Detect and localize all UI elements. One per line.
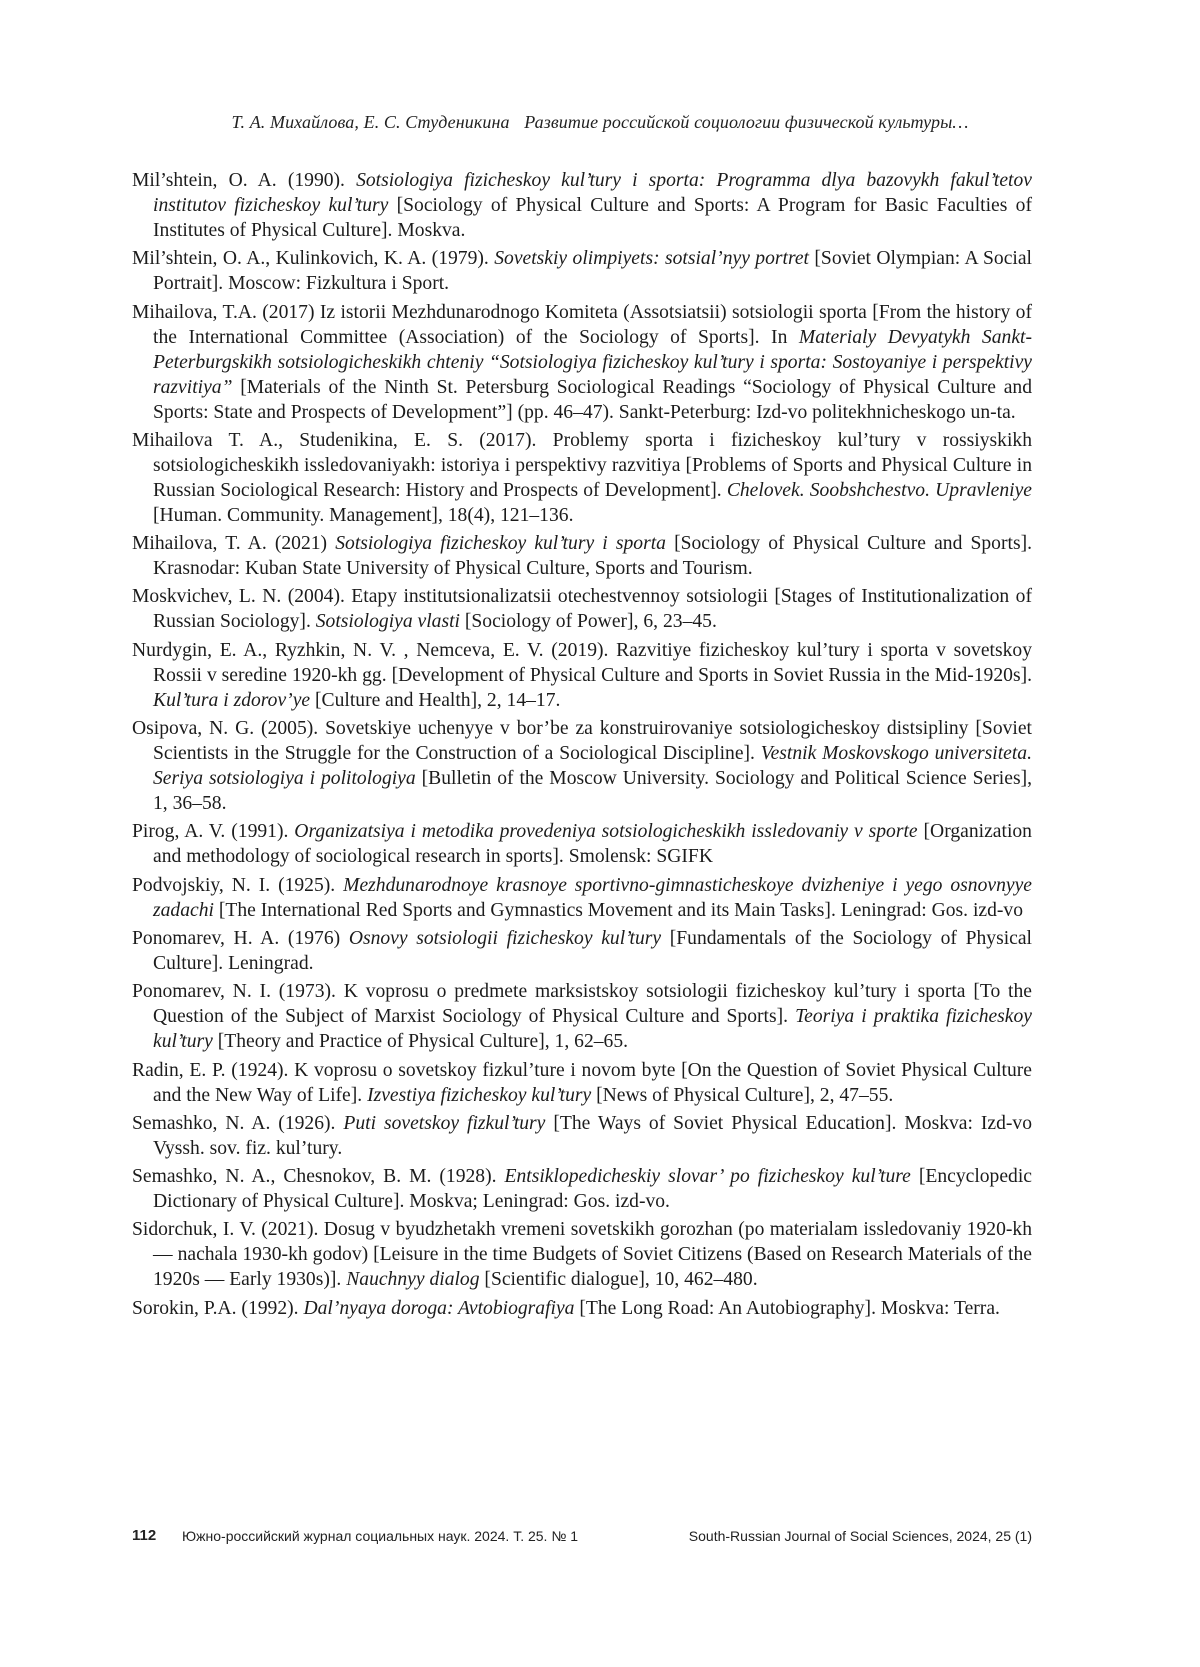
reference-entry (132, 584, 1032, 634)
reference-text: Mihailova T. A., Studenikina, E. S. (2017). Problemy sporta i fizicheskoy kul’tury v rossiyskikh sotsiologicheskikh issledovaniyakh: istoriya i perspektivy razvitiya [Problems of Sports and Physical Culture in Russian Sociological Research: History and Prospects of Development]. (132, 429, 1032, 501)
journal-title-ru: Южно-российский журнал социальных наук. 2024. Т. 25. № 1 (182, 1528, 579, 1544)
reference-entry (132, 873, 1032, 923)
reference-text: Mil’shtein, O. A., Kulinkovich, K. A. (1979). (132, 248, 495, 270)
reference-entry (132, 926, 1032, 976)
reference-text: [Sociology of Physical Culture and Sports: A Program for Basic Faculties of Institutes of Physical Culture]. Moskva. (153, 195, 1032, 241)
reference-text: Mil’shtein, O. A. (1990). (132, 170, 357, 191)
reference-entry (132, 168, 1032, 243)
reference-text: [Sociology of Physical Culture and Sports]. Krasnodar: Kuban State University of Physical Culture, Sports and Tourism. (153, 533, 1032, 580)
reference-text: [Scientific dialogue], 10, 462–480. (479, 1269, 758, 1291)
reference-entry (132, 1296, 1032, 1321)
reference-text: Podvojskiy, N. I. (1925). (132, 874, 344, 896)
reference-text: [The Ways of Soviet Physical Education]. Moskva: Izd-vo Vyssh. sov. fiz. kul’tury. (153, 1112, 1033, 1159)
reference-source-title: Izvestiya fizicheskoy kul’tury (367, 1084, 592, 1106)
reference-entry (132, 246, 1032, 296)
reference-text: [The Long Road: An Autobiography]. Moskva: Terra. (574, 1297, 1000, 1319)
reference-source-title: Sovetskiy olimpiyets: sotsial’nyy portret (494, 248, 809, 270)
reference-text: [Fundamentals of the Sociology of Physical Culture]. Leningrad. (153, 927, 1032, 974)
reference-text: [News of Physical Culture], 2, 47–55. (591, 1084, 894, 1106)
reference-source-title: Teoriya i praktika fizicheskoy kul’tury (153, 1006, 1032, 1053)
reference-source-title: Dal’nyaya doroga: Avtobiografiya (303, 1297, 575, 1319)
reference-text: [Materials of the Ninth St. Petersburg Sociological Readings “Sociology of Physical Culture and Sports: State and Prospects of Development”] (pp. 46–47). Sankt-Peterburg: Izd-vo politekhnicheskogo un-ta. (153, 376, 1032, 423)
reference-text: [The International Red Sports and Gymnastics Movement and its Main Tasks]. Leningrad: Gos. izd-vo (213, 899, 1024, 921)
reference-text: Pirog, A. V. (1991). (132, 821, 295, 843)
reference-text: Semashko, N. A. (1926). (132, 1112, 344, 1134)
reference-source-title: Sotsiologiya fizicheskoy kul’tury i sporta (335, 533, 666, 555)
page-number: 112 (132, 1527, 157, 1544)
reference-source-title: Sotsiologiya fizicheskoy kul’tury i sporta: Programma dlya bazovykh fakul’tetov institutov fizicheskoy kul’tury (153, 170, 1032, 216)
reference-text: Nurdygin, E. A., Ryzhkin, N. V. , Nemceva, E. V. (2019). Razvitiye fizicheskoy kul’tury i sporta v sovetskoy Rossii v seredine 1920-kh gg. [Development of Physical Culture and Sports in Soviet Russia in the Mid-1920s]. (132, 639, 1032, 686)
reference-entry (132, 428, 1032, 528)
reference-entry (132, 1111, 1032, 1161)
reference-source-title: Sotsiologiya vlasti (315, 611, 460, 633)
reference-source-title: Osnovy sotsiologii fizicheskoy kul’tury (348, 927, 662, 949)
reference-entry (132, 819, 1032, 869)
reference-entry (132, 638, 1032, 713)
reference-text: Ponomarev, H. A. (1976) (132, 927, 349, 949)
reference-text: Sidorchuk, I. V. (2021). Dosug v byudzhetakh vremeni sovetskikh gorozhan (po materialam issledovaniy 1920-kh — nachala 1930-kh godov) [Leisure in the time Budgets of Soviet Citizens (Based on Research Materials of the 1920s — Early 1930s)]. (132, 1219, 1032, 1291)
journal-title-en: South-Russian Journal of Social Sciences, 2024, 25 (1) (688, 1528, 1032, 1544)
reference-text: [Organization and methodology of sociological research in sports]. Smolensk: SGIFK (153, 821, 1032, 868)
reference-source-title: Materialy Devyatykh Sankt-Peterburgskikh sotsiologicheskikh chteniy “Sotsiologiya fizicheskoy kul’tury i sporta: Sostoyaniye i perspektivy razvitiya” (153, 326, 1032, 398)
reference-text: Semashko, N. A., Chesnokov, B. M. (1928). (132, 1166, 505, 1188)
reference-source-title: Mezhdunarodnoye krasnoye sportivno-gimnasticheskoye dvizheniye i yego osnovnyye zadachi (153, 874, 1032, 921)
reference-entry (132, 1058, 1032, 1108)
reference-entry (132, 1217, 1032, 1292)
reference-source-title: Chelovek. Soobshchestvo. Upravleniye (726, 479, 1032, 501)
reference-list (132, 168, 1032, 1324)
reference-text: Radin, E. P. (1924). K voprosu o sovetskoy fizkul’ture i novom byte [On the Question of Soviet Physical Culture and the New Way of Life]. (132, 1059, 1032, 1106)
reference-source-title: Kul’tura i zdorov’ye (153, 689, 311, 711)
reference-text: Osipova, N. G. (2005). Sovetskiye uchenyye v bor’be za konstruirovaniye sotsiologicheskoy distsipliny [Soviet Scientists in the Struggle for the Construction of a Sociological Discipline]. (132, 718, 1032, 765)
reference-entry (132, 300, 1032, 425)
reference-entry (132, 1164, 1032, 1214)
reference-text: Moskvichev, L. N. (2004). Etapy institutsionalizatsii otechestvennoy sotsiologii [Stages of Institutionalization of Russian Sociology]. (132, 586, 1032, 633)
reference-text: [Culture and Health], 2, 14–17. (310, 689, 561, 711)
running-head-authors: Т. А. Михайлова, Е. С. Студеникина (231, 112, 510, 132)
reference-text: Mihailova, T.A. (2017) Iz istorii Mezhdunarodnogo Komiteta (Assotsiatsii) sotsiologii sporta [From the history of the International Committee (Association) of the Sociology of Sports]. In (132, 301, 1032, 348)
reference-text: [Soviet Olympian: A Social Portrait]. Moscow: Fizkultura i Sport. (153, 248, 1032, 295)
reference-text: [Bulletin of the Moscow University. Sociology and Political Science Series], 1, 36–58. (153, 768, 1032, 815)
reference-text: [Human. Community. Management], 18(4), 121–136. (153, 504, 574, 526)
reference-text: Sorokin, P.A. (1992). (132, 1297, 304, 1319)
reference-text: [Encyclopedic Dictionary of Physical Culture]. Moskva; Leningrad: Gos. izd-vo. (153, 1166, 1032, 1213)
running-head (0, 112, 1200, 133)
reference-source-title: Puti sovetskoy fizkul’tury (343, 1112, 546, 1134)
reference-entry (132, 979, 1032, 1054)
reference-text: Ponomarev, N. I. (1973). K voprosu o predmete marksistskoy sotsiologii fizicheskoy kul’tury i sporta [To the Question of the Subject of Marxist Sociology of Physical Culture and Sports]. (132, 981, 1032, 1028)
running-head-title: Развитие российской социологии физической культуры… (524, 112, 969, 132)
reference-entry (132, 531, 1032, 581)
reference-entry (132, 716, 1032, 816)
reference-source-title: Nauchnyy dialog (346, 1269, 480, 1291)
reference-source-title: Organizatsiya i metodika provedeniya sotsiologicheskikh issledovaniy v sporte (294, 821, 918, 843)
reference-text: [Theory and Practice of Physical Culture], 1, 62–65. (212, 1031, 629, 1053)
reference-source-title: Entsiklopedicheskiy slovar’ po fizicheskoy kul’ture (504, 1166, 911, 1188)
reference-text: Mihailova, T. A. (2021) (132, 533, 336, 555)
reference-source-title: Vestnik Moskovskogo universiteta. Seriya sotsiologiya i politologiya (153, 743, 1032, 790)
page-footer (132, 1527, 1032, 1549)
reference-text: [Sociology of Power], 6, 23–45. (459, 611, 717, 633)
